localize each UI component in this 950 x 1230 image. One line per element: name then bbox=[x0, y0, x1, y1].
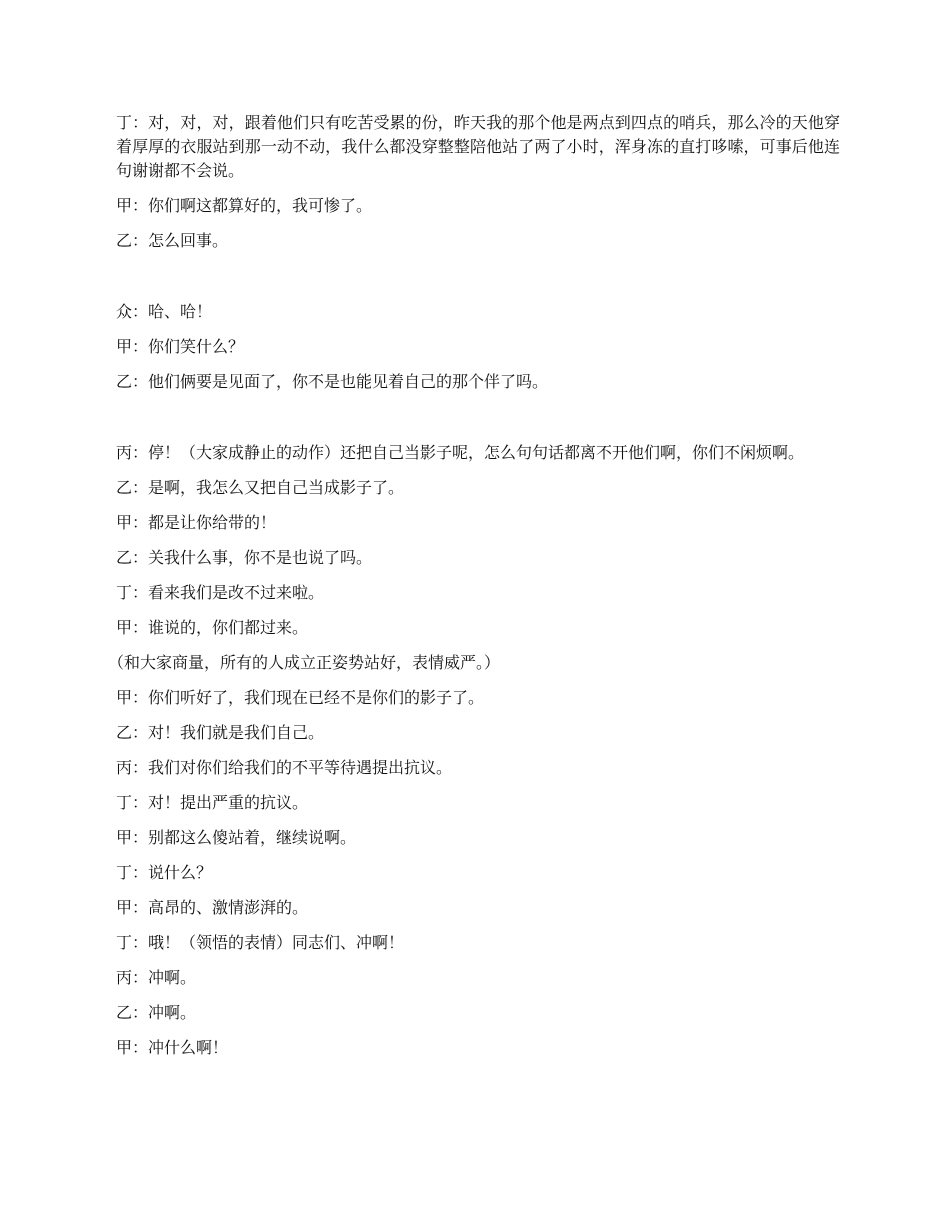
dialogue-line: 乙：他们俩要是见面了，你不是也能见着自己的那个伴了吗。 bbox=[116, 372, 549, 391]
dialogue-line: 丁：对，对，对，跟着他们只有吃苦受累的份，昨天我的那个他是两点到四点的哨兵，那么冷的天他穿着厚厚的衣服站到那一动不动，我什么都没穿整整陪他站了两了小时，浑身冻的直打哆嗦，可事后他连句谢谢都不会说。 bbox=[116, 113, 840, 180]
stage-direction: （和大家商量，所有的人成立正姿势站好，表情威严。） bbox=[108, 653, 501, 672]
dialogue-line: 丙：停！（大家成静止的动作）还把自己当影子呢，怎么句句话都离不开他们啊，你们不闲烦啊。 bbox=[116, 443, 805, 462]
dialogue-line: 甲：冲什么啊！ bbox=[116, 1038, 229, 1057]
dialogue-line: 乙：是啊，我怎么又把自己当成影子了。 bbox=[116, 478, 405, 497]
dialogue-line: 甲：你们啊这都算好的，我可惨了。 bbox=[116, 196, 373, 215]
dialogue-line: 甲：谁说的，你们都过来。 bbox=[116, 618, 309, 637]
paragraph-gap bbox=[116, 264, 840, 300]
dialogue-line: 丁：哦！（领悟的表情）同志们、冲啊！ bbox=[116, 933, 405, 952]
dialogue-line: 乙：对！我们就是我们自己。 bbox=[116, 723, 325, 742]
dialogue-line: 甲：都是让你给带的！ bbox=[116, 513, 277, 532]
dialogue-line: 甲：高昂的、激情澎湃的。 bbox=[116, 898, 309, 917]
dialogue-line: 乙：冲啊。 bbox=[116, 1003, 197, 1022]
dialogue-line: 乙：关我什么事，你不是也说了吗。 bbox=[116, 548, 373, 567]
document-page bbox=[108, 111, 840, 1071]
paragraph-gap bbox=[116, 405, 840, 441]
dialogue-line: 丁：对！提出严重的抗议。 bbox=[116, 793, 309, 812]
dialogue-line: 甲：你们听好了，我们现在已经不是你们的影子了。 bbox=[116, 688, 485, 707]
dialogue-line: 丁：看来我们是改不过来啦。 bbox=[116, 583, 325, 602]
dialogue-line: 甲：别都这么傻站着，继续说啊。 bbox=[116, 828, 357, 847]
dialogue-line: 甲：你们笑什么？ bbox=[116, 337, 245, 356]
dialogue-line: 乙：怎么回事。 bbox=[116, 231, 229, 250]
dialogue-line: 丙：冲啊。 bbox=[116, 968, 197, 987]
dialogue-line: 众：哈、哈！ bbox=[116, 302, 213, 321]
dialogue-line: 丁：说什么？ bbox=[116, 863, 213, 882]
dialogue-line: 丙：我们对你们给我们的不平等待遇提出抗议。 bbox=[116, 758, 453, 777]
